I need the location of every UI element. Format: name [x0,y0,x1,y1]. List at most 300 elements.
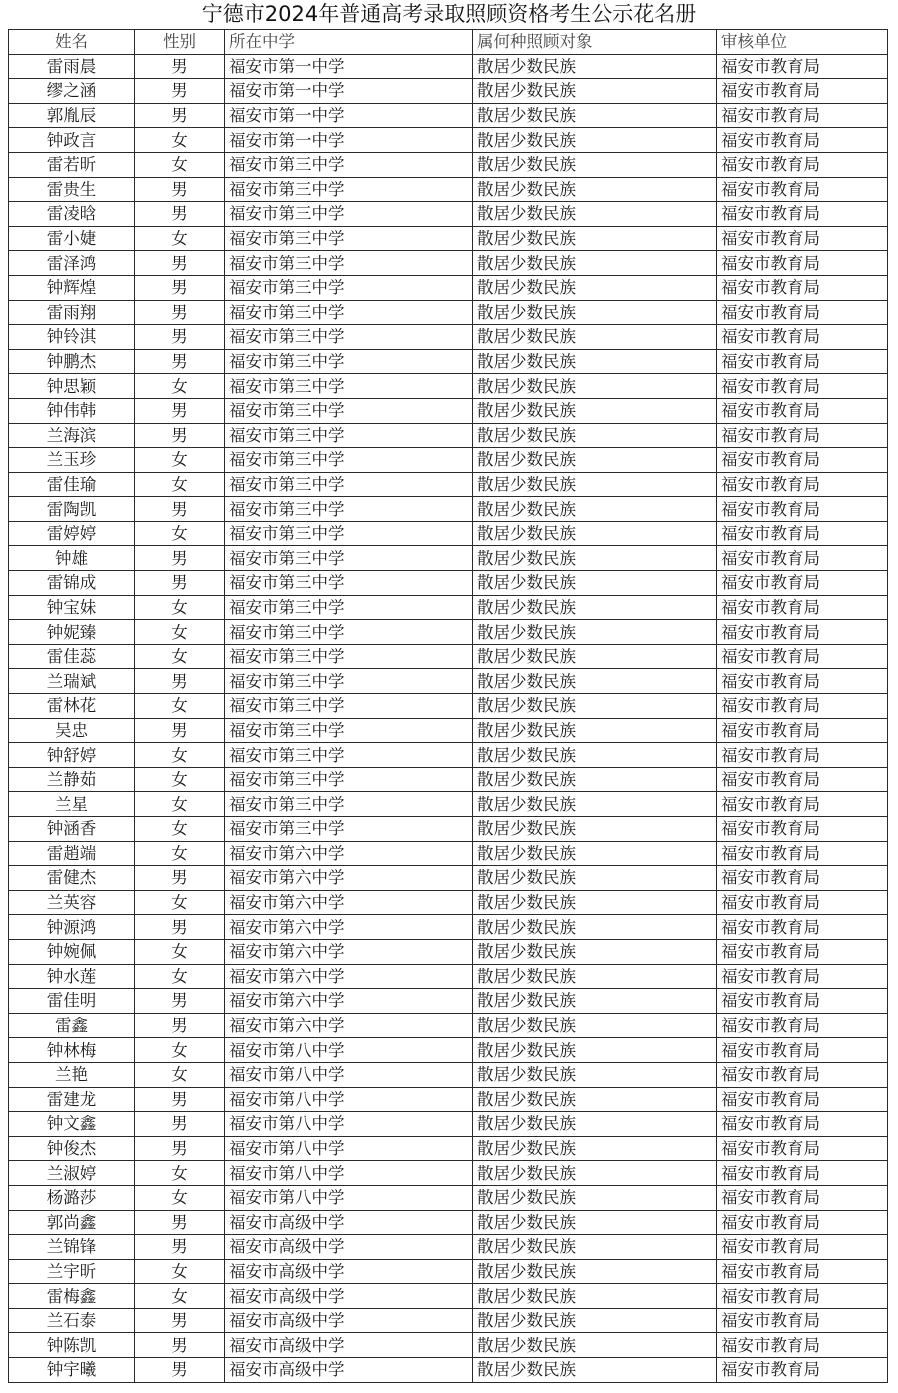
cell-name: 兰淑婷 [9,1161,135,1186]
cell-care-type: 散居少数民族 [473,866,717,891]
table-row [9,989,888,1014]
cell-name: 吴忠 [9,718,135,743]
cell-name: 钟铃淇 [9,325,135,350]
cell-care-type: 散居少数民族 [473,448,717,473]
cell-school: 福安市高级中学 [225,1333,473,1358]
cell-name: 钟鹏杰 [9,349,135,374]
cell-review-unit: 福安市教育局 [717,54,888,79]
cell-name: 雷健杰 [9,866,135,891]
cell-school: 福安市第三中学 [225,275,473,300]
cell-gender: 女 [135,841,225,866]
cell-care-type: 散居少数民族 [473,939,717,964]
cell-care-type: 散居少数民族 [473,1112,717,1137]
table-row [9,1038,888,1063]
cell-care-type: 散居少数民族 [473,767,717,792]
cell-school: 福安市第三中学 [225,300,473,325]
cell-gender: 男 [135,866,225,891]
cell-school: 福安市第六中学 [225,890,473,915]
cell-name: 兰海滨 [9,423,135,448]
cell-care-type: 散居少数民族 [473,177,717,202]
cell-gender: 男 [135,718,225,743]
cell-name: 钟宝妹 [9,595,135,620]
cell-care-type: 散居少数民族 [473,128,717,153]
cell-name: 兰瑞斌 [9,669,135,694]
cell-gender: 男 [135,275,225,300]
cell-review-unit: 福安市教育局 [717,767,888,792]
cell-school: 福安市第六中学 [225,1013,473,1038]
cell-care-type: 散居少数民族 [473,1358,717,1383]
cell-review-unit: 福安市教育局 [717,964,888,989]
cell-care-type: 散居少数民族 [473,694,717,719]
cell-review-unit: 福安市教育局 [717,546,888,571]
cell-school: 福安市第八中学 [225,1112,473,1137]
cell-school: 福安市第三中学 [225,497,473,522]
table-row [9,1062,888,1087]
table-row [9,152,888,177]
cell-gender: 男 [135,103,225,128]
table-row [9,79,888,104]
cell-review-unit: 福安市教育局 [717,1161,888,1186]
cell-gender: 男 [135,398,225,423]
cell-name: 雷梅鑫 [9,1284,135,1309]
table-body [9,54,888,1382]
cell-review-unit: 福安市教育局 [717,620,888,645]
cell-name: 钟舒婷 [9,743,135,768]
table-row [9,423,888,448]
cell-care-type: 散居少数民族 [473,1308,717,1333]
cell-review-unit: 福安市教育局 [717,743,888,768]
cell-review-unit: 福安市教育局 [717,1333,888,1358]
cell-care-type: 散居少数民族 [473,1087,717,1112]
cell-gender: 男 [135,546,225,571]
cell-review-unit: 福安市教育局 [717,669,888,694]
table-row [9,841,888,866]
table-row [9,325,888,350]
cell-review-unit: 福安市教育局 [717,497,888,522]
cell-school: 福安市第三中学 [225,767,473,792]
cell-care-type: 散居少数民族 [473,374,717,399]
table-row [9,1087,888,1112]
cell-gender: 男 [135,497,225,522]
cell-review-unit: 福安市教育局 [717,1112,888,1137]
table-row [9,669,888,694]
cell-school: 福安市高级中学 [225,1308,473,1333]
cell-care-type: 散居少数民族 [473,841,717,866]
cell-gender: 男 [135,202,225,227]
cell-school: 福安市第三中学 [225,694,473,719]
cell-school: 福安市第三中学 [225,251,473,276]
cell-review-unit: 福安市教育局 [717,325,888,350]
header-row [9,30,888,55]
cell-school: 福安市第三中学 [225,423,473,448]
cell-name: 兰星 [9,792,135,817]
table-row [9,226,888,251]
cell-name: 钟雄 [9,546,135,571]
cell-name: 钟思颖 [9,374,135,399]
cell-school: 福安市第八中学 [225,1038,473,1063]
cell-review-unit: 福安市教育局 [717,1259,888,1284]
cell-gender: 女 [135,1185,225,1210]
cell-care-type: 散居少数民族 [473,1185,717,1210]
cell-review-unit: 福安市教育局 [717,595,888,620]
cell-review-unit: 福安市教育局 [717,1235,888,1260]
cell-gender: 男 [135,1112,225,1137]
cell-school: 福安市第三中学 [225,226,473,251]
cell-school: 福安市高级中学 [225,1259,473,1284]
cell-school: 福安市第一中学 [225,128,473,153]
cell-gender: 男 [135,423,225,448]
cell-care-type: 散居少数民族 [473,300,717,325]
cell-gender: 女 [135,890,225,915]
cell-school: 福安市第三中学 [225,546,473,571]
cell-school: 福安市第三中学 [225,620,473,645]
cell-name: 郭胤辰 [9,103,135,128]
cell-gender: 女 [135,1161,225,1186]
cell-gender: 男 [135,1087,225,1112]
cell-gender: 女 [135,1062,225,1087]
cell-name: 兰宇昕 [9,1259,135,1284]
cell-care-type: 散居少数民族 [473,964,717,989]
cell-gender: 女 [135,620,225,645]
table-row [9,300,888,325]
cell-school: 福安市高级中学 [225,1284,473,1309]
cell-care-type: 散居少数民族 [473,571,717,596]
cell-review-unit: 福安市教育局 [717,1136,888,1161]
cell-gender: 女 [135,1259,225,1284]
table-row [9,1161,888,1186]
cell-review-unit: 福安市教育局 [717,152,888,177]
cell-care-type: 散居少数民族 [473,989,717,1014]
cell-care-type: 散居少数民族 [473,595,717,620]
cell-care-type: 散居少数民族 [473,792,717,817]
table-row [9,915,888,940]
cell-name: 雷泽鸿 [9,251,135,276]
cell-name: 缪之涵 [9,79,135,104]
table-row [9,1308,888,1333]
cell-name: 钟婉佩 [9,939,135,964]
table-row [9,54,888,79]
cell-school: 福安市第三中学 [225,817,473,842]
cell-review-unit: 福安市教育局 [717,1062,888,1087]
table-row [9,398,888,423]
cell-name: 雷鑫 [9,1013,135,1038]
cell-care-type: 散居少数民族 [473,226,717,251]
cell-school: 福安市第一中学 [225,54,473,79]
cell-school: 福安市第三中学 [225,374,473,399]
cell-review-unit: 福安市教育局 [717,915,888,940]
cell-care-type: 散居少数民族 [473,546,717,571]
cell-name: 兰锦锋 [9,1235,135,1260]
cell-school: 福安市第三中学 [225,152,473,177]
cell-gender: 男 [135,989,225,1014]
cell-school: 福安市第三中学 [225,472,473,497]
table-row [9,546,888,571]
cell-care-type: 散居少数民族 [473,103,717,128]
cell-review-unit: 福安市教育局 [717,177,888,202]
table-row [9,1185,888,1210]
cell-review-unit: 福安市教育局 [717,866,888,891]
cell-care-type: 散居少数民族 [473,1161,717,1186]
table-row [9,251,888,276]
column-header-care-type: 属何种照顾对象 [473,30,717,55]
cell-name: 雷小婕 [9,226,135,251]
cell-school: 福安市第三中学 [225,398,473,423]
cell-care-type: 散居少数民族 [473,915,717,940]
cell-review-unit: 福安市教育局 [717,571,888,596]
table-row [9,448,888,473]
cell-school: 福安市第三中学 [225,202,473,227]
cell-name: 钟俊杰 [9,1136,135,1161]
cell-name: 雷婷婷 [9,521,135,546]
cell-name: 钟源鸿 [9,915,135,940]
table-row [9,1259,888,1284]
cell-review-unit: 福安市教育局 [717,718,888,743]
cell-school: 福安市第三中学 [225,743,473,768]
page-title: 宁德市2024年普通高考录取照顾资格考生公示花名册 [201,2,697,26]
table-row [9,202,888,227]
cell-school: 福安市第三中学 [225,644,473,669]
cell-gender: 男 [135,177,225,202]
cell-gender: 女 [135,1284,225,1309]
cell-care-type: 散居少数民族 [473,743,717,768]
column-header-name: 姓名 [9,30,135,55]
table-row [9,275,888,300]
cell-gender: 女 [135,817,225,842]
cell-name: 雷雨晨 [9,54,135,79]
cell-name: 钟伟韩 [9,398,135,423]
cell-care-type: 散居少数民族 [473,718,717,743]
cell-gender: 女 [135,226,225,251]
cell-gender: 男 [135,325,225,350]
cell-school: 福安市第八中学 [225,1136,473,1161]
cell-gender: 男 [135,1235,225,1260]
cell-gender: 女 [135,767,225,792]
cell-care-type: 散居少数民族 [473,890,717,915]
cell-name: 雷佳明 [9,989,135,1014]
cell-school: 福安市第三中学 [225,669,473,694]
table-row [9,349,888,374]
table-row [9,866,888,891]
cell-name: 兰石泰 [9,1308,135,1333]
cell-review-unit: 福安市教育局 [717,472,888,497]
cell-school: 福安市第六中学 [225,939,473,964]
cell-gender: 男 [135,915,225,940]
cell-gender: 女 [135,374,225,399]
cell-review-unit: 福安市教育局 [717,1013,888,1038]
table-row [9,644,888,669]
cell-name: 雷贵生 [9,177,135,202]
table-row [9,177,888,202]
cell-review-unit: 福安市教育局 [717,817,888,842]
cell-school: 福安市第六中学 [225,841,473,866]
cell-name: 兰艳 [9,1062,135,1087]
table-row [9,103,888,128]
cell-name: 钟辉煌 [9,275,135,300]
cell-care-type: 散居少数民族 [473,644,717,669]
cell-gender: 男 [135,54,225,79]
cell-name: 雷陶凯 [9,497,135,522]
cell-review-unit: 福安市教育局 [717,300,888,325]
cell-gender: 男 [135,349,225,374]
cell-care-type: 散居少数民族 [473,1038,717,1063]
cell-review-unit: 福安市教育局 [717,841,888,866]
table-row [9,890,888,915]
cell-school: 福安市高级中学 [225,1235,473,1260]
cell-gender: 女 [135,472,225,497]
cell-care-type: 散居少数民族 [473,349,717,374]
cell-care-type: 散居少数民族 [473,620,717,645]
cell-review-unit: 福安市教育局 [717,103,888,128]
cell-school: 福安市第三中学 [225,792,473,817]
cell-name: 兰玉珍 [9,448,135,473]
cell-gender: 男 [135,1136,225,1161]
cell-school: 福安市第六中学 [225,989,473,1014]
cell-gender: 男 [135,1333,225,1358]
cell-name: 钟林梅 [9,1038,135,1063]
cell-name: 兰静茹 [9,767,135,792]
cell-name: 兰英容 [9,890,135,915]
cell-name: 雷建龙 [9,1087,135,1112]
cell-gender: 女 [135,152,225,177]
cell-review-unit: 福安市教育局 [717,890,888,915]
table-row [9,964,888,989]
cell-gender: 男 [135,79,225,104]
table-row [9,767,888,792]
cell-review-unit: 福安市教育局 [717,1210,888,1235]
cell-name: 钟涵香 [9,817,135,842]
cell-gender: 女 [135,595,225,620]
table-row [9,1358,888,1383]
cell-gender: 男 [135,1013,225,1038]
cell-school: 福安市高级中学 [225,1210,473,1235]
cell-school: 福安市第三中学 [225,595,473,620]
cell-care-type: 散居少数民族 [473,1136,717,1161]
cell-gender: 男 [135,1358,225,1383]
cell-review-unit: 福安市教育局 [717,374,888,399]
cell-review-unit: 福安市教育局 [717,275,888,300]
cell-gender: 女 [135,1038,225,1063]
cell-gender: 男 [135,571,225,596]
cell-gender: 女 [135,792,225,817]
cell-care-type: 散居少数民族 [473,472,717,497]
table-row [9,792,888,817]
cell-review-unit: 福安市教育局 [717,79,888,104]
cell-gender: 女 [135,939,225,964]
table-row [9,1112,888,1137]
cell-review-unit: 福安市教育局 [717,521,888,546]
cell-gender: 女 [135,694,225,719]
cell-school: 福安市第六中学 [225,915,473,940]
cell-school: 福安市高级中学 [225,1358,473,1383]
cell-care-type: 散居少数民族 [473,79,717,104]
cell-school: 福安市第一中学 [225,103,473,128]
cell-review-unit: 福安市教育局 [717,939,888,964]
table-row [9,718,888,743]
cell-name: 钟水莲 [9,964,135,989]
cell-gender: 男 [135,251,225,276]
cell-care-type: 散居少数民族 [473,251,717,276]
cell-care-type: 散居少数民族 [473,54,717,79]
cell-review-unit: 福安市教育局 [717,1284,888,1309]
cell-care-type: 散居少数民族 [473,275,717,300]
cell-gender: 女 [135,448,225,473]
cell-gender: 男 [135,1308,225,1333]
table-row [9,743,888,768]
cell-care-type: 散居少数民族 [473,521,717,546]
table-header [9,30,888,55]
cell-name: 雷佳瑜 [9,472,135,497]
cell-review-unit: 福安市教育局 [717,644,888,669]
cell-review-unit: 福安市教育局 [717,226,888,251]
cell-gender: 男 [135,300,225,325]
cell-review-unit: 福安市教育局 [717,251,888,276]
cell-review-unit: 福安市教育局 [717,1358,888,1383]
cell-gender: 女 [135,644,225,669]
table-row [9,939,888,964]
cell-school: 福安市第三中学 [225,571,473,596]
cell-school: 福安市第三中学 [225,177,473,202]
cell-name: 雷若昕 [9,152,135,177]
cell-care-type: 散居少数民族 [473,398,717,423]
cell-school: 福安市第八中学 [225,1062,473,1087]
cell-care-type: 散居少数民族 [473,817,717,842]
cell-school: 福安市第三中学 [225,521,473,546]
cell-care-type: 散居少数民族 [473,423,717,448]
cell-name: 雷雨翔 [9,300,135,325]
cell-name: 杨潞莎 [9,1185,135,1210]
table-row [9,374,888,399]
table-row [9,620,888,645]
cell-care-type: 散居少数民族 [473,1013,717,1038]
table-row [9,472,888,497]
table-row [9,1013,888,1038]
cell-review-unit: 福安市教育局 [717,1185,888,1210]
table-row [9,497,888,522]
table-row [9,571,888,596]
cell-school: 福安市第三中学 [225,718,473,743]
cell-review-unit: 福安市教育局 [717,1308,888,1333]
cell-review-unit: 福安市教育局 [717,423,888,448]
table-row [9,1136,888,1161]
cell-care-type: 散居少数民族 [473,497,717,522]
cell-care-type: 散居少数民族 [473,669,717,694]
cell-review-unit: 福安市教育局 [717,1087,888,1112]
cell-name: 郭尚鑫 [9,1210,135,1235]
column-header-review-unit: 审核单位 [717,30,888,55]
cell-school: 福安市第三中学 [225,325,473,350]
cell-gender: 女 [135,128,225,153]
cell-name: 雷佳蕊 [9,644,135,669]
cell-school: 福安市第八中学 [225,1161,473,1186]
cell-name: 雷锦成 [9,571,135,596]
cell-care-type: 散居少数民族 [473,202,717,227]
cell-school: 福安市第八中学 [225,1087,473,1112]
cell-care-type: 散居少数民族 [473,152,717,177]
cell-care-type: 散居少数民族 [473,325,717,350]
cell-gender: 女 [135,743,225,768]
cell-care-type: 散居少数民族 [473,1210,717,1235]
table-row [9,1235,888,1260]
cell-name: 钟政言 [9,128,135,153]
cell-care-type: 散居少数民族 [473,1333,717,1358]
cell-school: 福安市第三中学 [225,349,473,374]
table-row [9,817,888,842]
column-header-gender: 性别 [135,30,225,55]
table-row [9,694,888,719]
table-row [9,1210,888,1235]
cell-school: 福安市第三中学 [225,448,473,473]
cell-name: 雷林花 [9,694,135,719]
